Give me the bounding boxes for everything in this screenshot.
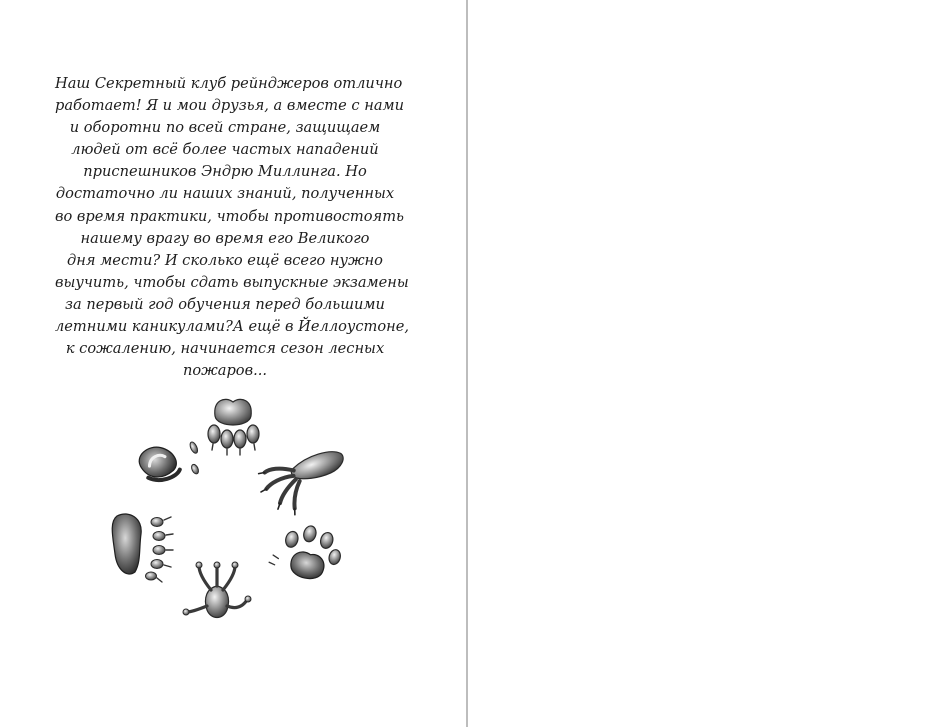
blurb-line: во время практики, чтобы противостоять: [55, 207, 405, 225]
blurb-line: нашему врагу во время его Великого: [80, 229, 370, 247]
blurb-line: работает! Я и мои друзья, а вместе с нами: [55, 97, 405, 115]
blurb-line: летними каникулами?А ещё в Йеллоустоне,: [55, 318, 410, 336]
blurb-line: к сожалению, начинается сезон лесных: [65, 340, 385, 358]
deer-track-icon: [135, 430, 207, 494]
cat-track-icon: [268, 518, 347, 586]
animal-tracks-illustration: [105, 390, 355, 645]
blurb-line: достаточно ли наших знаний, полученных: [55, 185, 395, 203]
frog-track-icon: [183, 562, 251, 618]
blurb-line: приспешников Эндрю Миллинга. Но: [83, 163, 367, 181]
bear-track-icon: [112, 514, 173, 582]
blurb-line: и оборотни по всей стране, защищаем: [69, 119, 381, 137]
left-page: [0, 0, 466, 727]
blurb-text: [55, 73, 410, 382]
beaver-track-icon: [255, 445, 355, 523]
blurb-line: людей от всё более частых нападений: [71, 141, 379, 159]
blurb-line: пожаров...: [182, 362, 267, 380]
wolf-track-icon: [208, 399, 259, 455]
blurb-line: выучить, чтобы сдать выпускные экзамены: [55, 273, 409, 291]
blurb-line: за первый год обучения перед большими: [65, 295, 385, 313]
right-page: [468, 0, 937, 727]
blurb-line: Наш Секретный клуб рейнджеров отлично: [55, 75, 403, 92]
blurb-line: дня мести? И сколько ещё всего нужно: [67, 251, 383, 269]
